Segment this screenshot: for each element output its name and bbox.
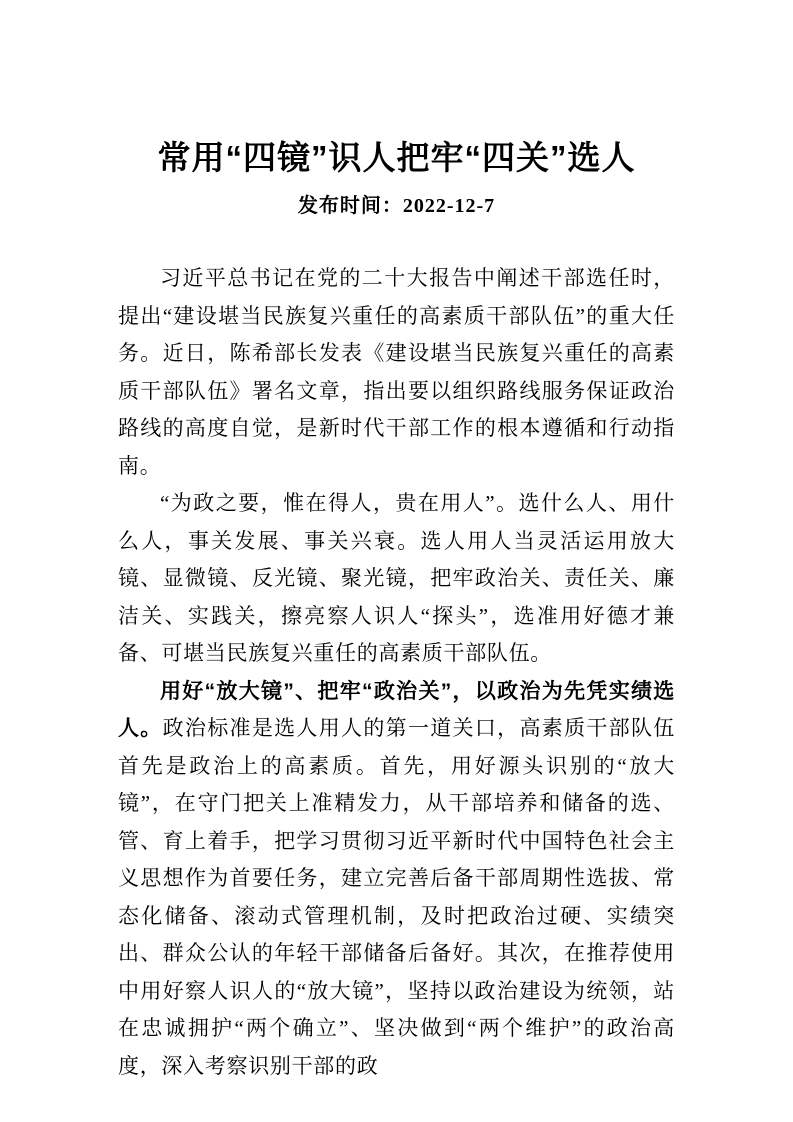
paragraph-text: “为政之要，惟在得人，贵在用人”。选什么人、用什么人，事关发展、事关兴衰。选人用人当灵活运用放大镜、显微镜、反光镜、聚光镜，把牢政治关、责任关、廉洁关、实践关，擦亮察人识人“探头”，选准用好德才兼备、可堪当民族复兴重任的高素质干部队伍。 [118, 491, 675, 665]
paragraph [118, 260, 675, 485]
paragraph [118, 485, 675, 673]
article-body [118, 260, 675, 1085]
publish-date-line: 发布时间：2022-12-7 [297, 195, 496, 217]
page-title: 常用“四镜”识人把牢“四关”选人 [157, 139, 636, 176]
paragraph [118, 673, 675, 1086]
paragraph-text: 习近平总书记在党的二十大报告中阐述干部选任时，提出“建设堪当民族复兴重任的高素质干部队伍”的重大任务。近日，陈希部长发表《建设堪当民族复兴重任的高素质干部队伍》署名文章，指出要以组织路线服务保证政治路线的高度自觉，是新时代干部工作的根本遵循和行动指南。 [118, 266, 675, 478]
paragraph-text: 政治标准是选人用人的第一道关口，高素质干部队伍首先是政治上的高素质。首先，用好源头识别的“放大镜”，在守门把关上准精发力，从干部培养和储备的选、管、育上着手，把学习贯彻习近平新时代中国特色社会主义思想作为首要任务，建立完善后备干部周期性选拔、常态化储备、滚动式管理机制，及时把政治过硬、实绩突出、群众公认的年轻干部储备后备好。其次，在推荐使用中用好察人识人的“放大镜”，坚持以政治建设为统领，站在忠诚拥护“两个确立”、坚决做到“两个维护”的政治高度，深入考察识别干部的政 [118, 716, 675, 1078]
paragraph-lead-bold: 用好“放大镜”、把牢“政治关”，以政治为先凭实绩选人。 [118, 679, 675, 740]
